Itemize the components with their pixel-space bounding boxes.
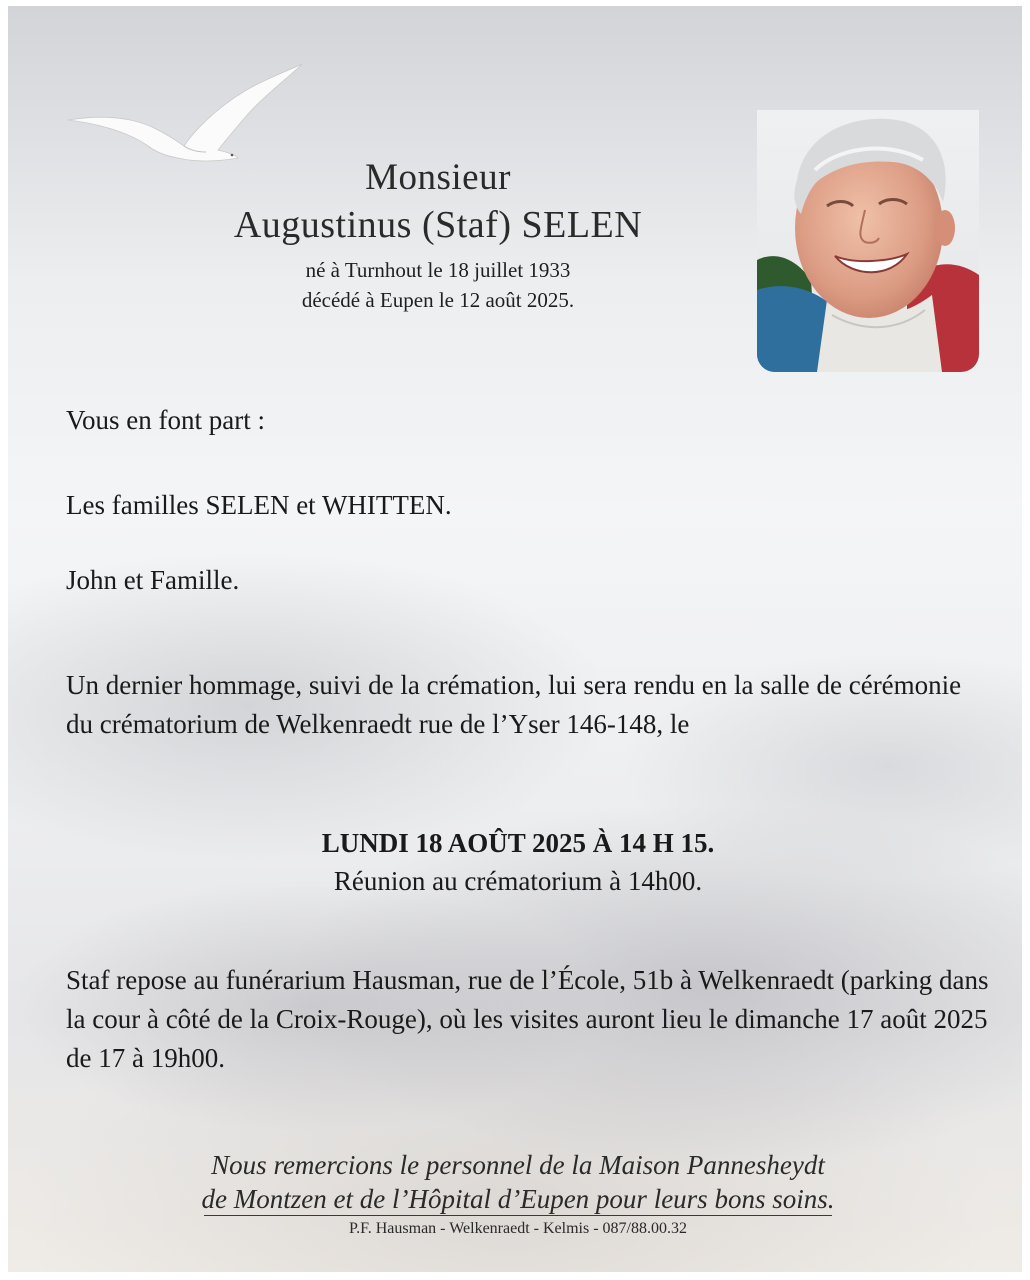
john-line: John et Famille. bbox=[66, 565, 240, 595]
death-line: décédé à Eupen le 12 août 2025. bbox=[301, 288, 575, 312]
intro-line: Vous en font part : bbox=[66, 405, 265, 435]
hommage-paragraph: Un dernier hommage, suivi de la crémation, lui sera rendu en la salle de cérémonie du crématorium de Welkenraedt rue de l’Yser 146-148, le bbox=[66, 670, 962, 739]
honorific: Monsieur bbox=[365, 157, 511, 198]
funeral-home-footer: P.F. Hausman - Welkenraedt - Kelmis - 087/88.00.32 bbox=[349, 1220, 687, 1237]
families-line: Les familles SELEN et WHITTEN. bbox=[66, 490, 452, 520]
portrait-illustration bbox=[757, 110, 979, 372]
birth-line: né à Turnhout le 18 juillet 1933 bbox=[305, 258, 571, 282]
ceremony-date: LUNDI 18 AOÛT 2025 À 14 H 15. bbox=[321, 828, 715, 858]
repose-paragraph: Staf repose au funérarium Hausman, rue de l’École, 51b à Welkenraedt (parking dans la cour à côté de la Croix-Rouge), où les visites auront lieu le dimanche 17 août 2025 de 17 à 19h00. bbox=[66, 965, 989, 1073]
obituary-card bbox=[8, 6, 1022, 1272]
portrait-photo bbox=[757, 110, 979, 372]
thanks-line-2: de Montzen et de l’Hôpital d’Eupen pour leurs bons soins. bbox=[201, 1184, 835, 1214]
deceased-name: Augustinus (Staf) SELEN bbox=[233, 204, 643, 246]
thanks-line-1: Nous remercions le personnel de la Maison Pannesheydt bbox=[211, 1150, 825, 1180]
footer-divider bbox=[204, 1215, 832, 1216]
thanks-block bbox=[68, 1148, 968, 1216]
reunion-line: Réunion au crématorium à 14h00. bbox=[333, 866, 703, 896]
